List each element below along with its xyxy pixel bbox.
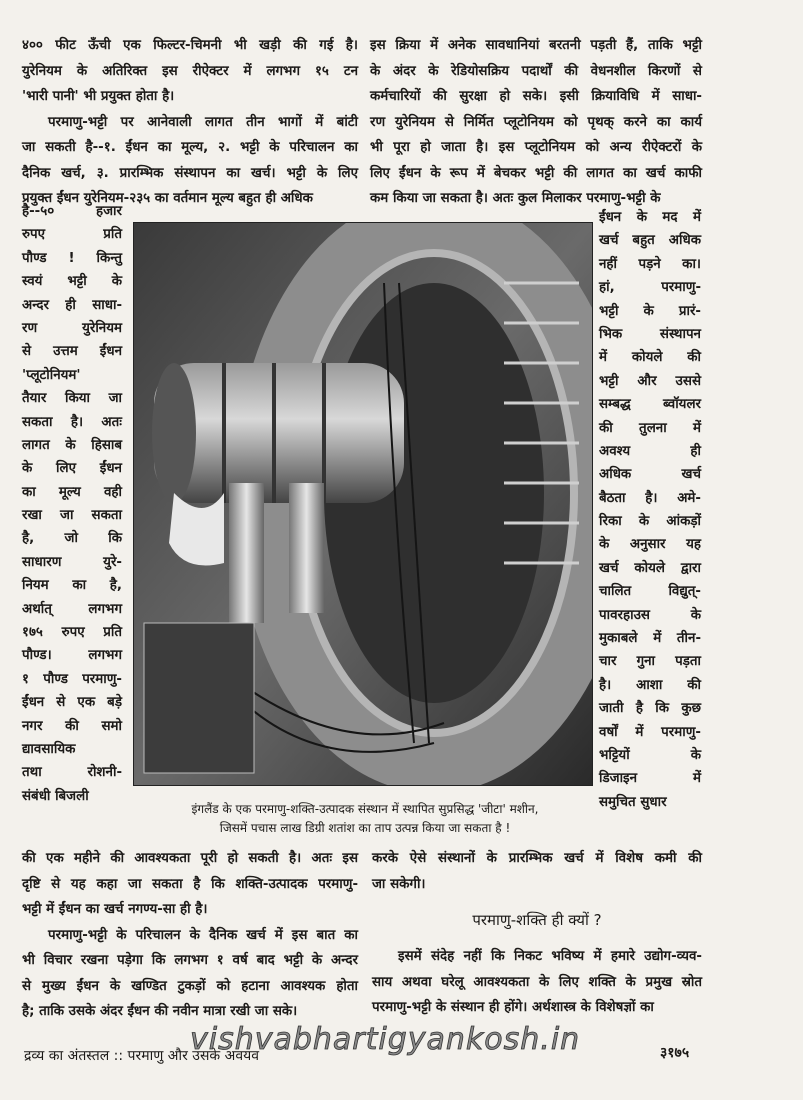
text-line: जा सकेगी।: [372, 876, 426, 892]
text-line: के अनुसार यह: [599, 537, 701, 553]
text-line: संबंधी बिजली: [22, 788, 89, 804]
text-line: करके ऐसे संस्थानों के प्रारम्भिक खर्च में विशेष कमी की: [372, 851, 702, 866]
text-line: खर्च कोयले द्वारा: [599, 560, 701, 576]
text-line: है; ताकि उसके अंदर ईंधन की नवीन मात्रा रखी जा सके।: [22, 1004, 298, 1019]
text-line: साधारण युरे-: [22, 554, 122, 570]
text-line: रण युरेनियम से निर्मित प्लूटोनियम को पृथक् करने का कार्य: [370, 114, 702, 130]
text-line: दृष्टि से यह कहा जा सकता है कि शक्ति-उत्पादक परमाणु-: [22, 876, 358, 892]
text-line: खर्च बहुत अधिक: [599, 233, 701, 249]
text-line: भट्टी और उससे: [599, 373, 701, 389]
text-line: डिजाइन में: [599, 771, 701, 787]
text-line: चार गुना पड़ता: [599, 654, 701, 670]
text-line: ईंधन से एक बड़े: [22, 695, 122, 711]
running-title: द्रव्य का अंतस्तल :: परमाणु और उसके अवयव: [24, 1048, 260, 1064]
text-line: भट्टी के प्रारं-: [599, 303, 701, 319]
text-line: कम किया जा सकता है। अतः कुल मिलाकर परमाणु-भट्टी के: [370, 191, 661, 206]
section-heading: परमाणु-शक्ति ही क्यों ?: [472, 911, 602, 929]
text-line: तथा रोशनी-: [22, 765, 122, 781]
text-line: के अंदर के रेडियोसक्रिय पदार्थों की वेधनशील किरणों से: [370, 63, 702, 79]
text-line: भिक संस्थापन: [599, 326, 701, 342]
text-line: चालित विद्युत्-: [599, 584, 701, 600]
text-top-left: [22, 33, 358, 212]
cylinder: [152, 363, 404, 503]
text-line: भट्टियों के: [599, 747, 701, 763]
text-line: मुकाबले में तीन-: [599, 631, 701, 647]
text-line: सकता है। अतः: [22, 414, 122, 430]
text-line: दैनिक खर्च, ३. प्रारम्भिक संस्थापन का खर्च। भट्टी के लिए: [22, 165, 358, 181]
text-line: साय अथवा घरेलू आवश्यकता के लिए शक्ति के प्रमुख स्रोत: [372, 974, 702, 990]
text-line: रण युरेनियम: [22, 320, 122, 336]
text-top-right: [370, 33, 702, 212]
text-line: ४०० फीट ऊँची एक फिल्टर-चिमनी भी खड़ी की गई है।: [22, 38, 358, 53]
text-line: लिए ईंधन के रूप में बेचकर भट्टी की लागत का खर्च काफी: [370, 165, 702, 181]
text-narrow-left: [22, 200, 122, 808]
text-line: प्रयुक्त ईंधन युरेनियम-२३५ का वर्तमान मूल्य बहुत ही अधिक: [22, 191, 313, 206]
text-line: के लिए ईंधन: [22, 461, 122, 477]
text-line: समुचित सुधार: [599, 794, 667, 810]
text-line: है--५० हजार: [22, 204, 122, 219]
text-line: अधिक खर्च: [599, 467, 701, 483]
text-narrow-right: [599, 206, 701, 814]
text-bottom-left: [22, 846, 358, 1025]
text-line: नगर की समो: [22, 718, 122, 734]
text-line: कर्मचारियों की सुरक्षा हो सके। इसी क्रियाविधि में साधा-: [370, 89, 702, 104]
text-line: पौण्ड ! किन्तु: [22, 250, 122, 266]
text-line: अवश्य ही: [599, 443, 701, 459]
caption-line-2: जिसमें पचास लाख डिग्री शतांश का ताप उत्पन्न किया जा सकता है !: [219, 821, 511, 835]
text-line: की तुलना में: [599, 420, 701, 436]
text-line: नियम का है,: [22, 578, 122, 594]
text-line: रुपए प्रति: [22, 227, 122, 243]
text-line: लागत के हिसाब: [22, 437, 122, 453]
zeta-machine-photo: [133, 222, 593, 786]
text-line: नहीं पड़ने का।: [599, 256, 701, 272]
text-line: है। आशा की: [599, 677, 701, 693]
text-line: तैयार किया जा: [22, 391, 122, 407]
text-line: वर्षों में परमाणु-: [599, 724, 701, 740]
text-line: द्यावसायिक: [22, 741, 76, 757]
text-line: पावरहाउस के: [599, 607, 701, 623]
text-line: की एक महीने की आवश्यकता पूरी हो सकती है। अतः इस: [22, 851, 358, 866]
text-line: अर्थात् लगभग: [22, 601, 122, 617]
photo-caption: [130, 800, 600, 838]
text-line: अन्दर ही साधा-: [22, 297, 122, 313]
text-line: भी पूरा हो जाता है। इस प्लूटोनियम को अन्य रीऐक्टरों के: [370, 140, 702, 155]
text-bottom-right-continued: [372, 846, 702, 897]
text-line: हां, परमाणु-: [599, 280, 701, 296]
text-line: भी विचार रखना पड़ेगा कि लगभग १ वर्ष बाद भट्टी के अन्दर: [22, 953, 358, 968]
text-line: रिका के आंकड़ों: [599, 514, 701, 530]
text-line: जा सकती है--१. ईंधन का मूल्य, २. भट्टी के परिचालन का: [22, 140, 358, 155]
text-line: पौण्ड। लगभग: [22, 648, 122, 664]
text-line: है, जो कि: [22, 531, 122, 547]
text-line: परमाणु-भट्टी के संस्थान ही होंगे। अर्थशास्त्र के विशेषज्ञों का: [372, 1000, 654, 1015]
text-line: इस क्रिया में अनेक सावधानियां बरतनी पड़ती हैं, ताकि भट्टी: [370, 38, 702, 53]
text-line: में कोयले की: [599, 350, 701, 366]
text-line: से उत्तम ईंधन: [22, 344, 122, 360]
text-line: परमाणु-भट्टी पर आनेवाली लागत तीन भागों में बांटी: [48, 114, 358, 130]
text-line: भट्टी में ईंधन का खर्च नगण्य-सा ही है।: [22, 902, 208, 917]
text-line: इसमें संदेह नहीं कि निकट भविष्य में हमारे उद्योग-व्यव-: [398, 949, 702, 964]
text-line: १ पौण्ड परमाणु-: [22, 671, 122, 687]
text-line: १७५ रुपए प्रति: [22, 625, 122, 641]
text-line: जाती है कि कुछ: [599, 701, 701, 717]
text-line: ईंधन के मद में: [599, 210, 701, 225]
text-line: 'प्लूटोनियम': [22, 367, 81, 383]
caption-line-1: इंगलैंड के एक परमाणु-शक्ति-उत्पादक संस्थान में स्थापित सुप्रसिद्ध 'जीटा' मशीन,: [191, 802, 539, 816]
text-bottom-right-section: [372, 944, 702, 1021]
text-line: युरेनियम के अतिरिक्त इस रीऐक्टर में लगभग १५ टन: [22, 63, 358, 79]
text-line: बैठता है। अमे-: [599, 490, 701, 506]
text-line: 'भारी पानी' भी प्रयुक्त होता है।: [22, 89, 175, 104]
text-line: का मूल्य वही: [22, 484, 122, 500]
text-line: परमाणु-भट्टी के परिचालन के दैनिक खर्च में इस बात का: [48, 927, 358, 943]
page-number: ३१७५: [660, 1045, 690, 1061]
text-line: सम्बद्ध ब्वॉयलर: [599, 397, 701, 413]
text-line: रखा जा सकता: [22, 508, 122, 524]
text-line: स्वयं भट्टी के: [22, 274, 122, 290]
text-line: से मुख्य ईंधन के खण्डित टुकड़ों को हटाना आवश्यक होता: [22, 978, 358, 994]
watermark: vishvabhartigyankosh.in: [190, 1022, 581, 1057]
